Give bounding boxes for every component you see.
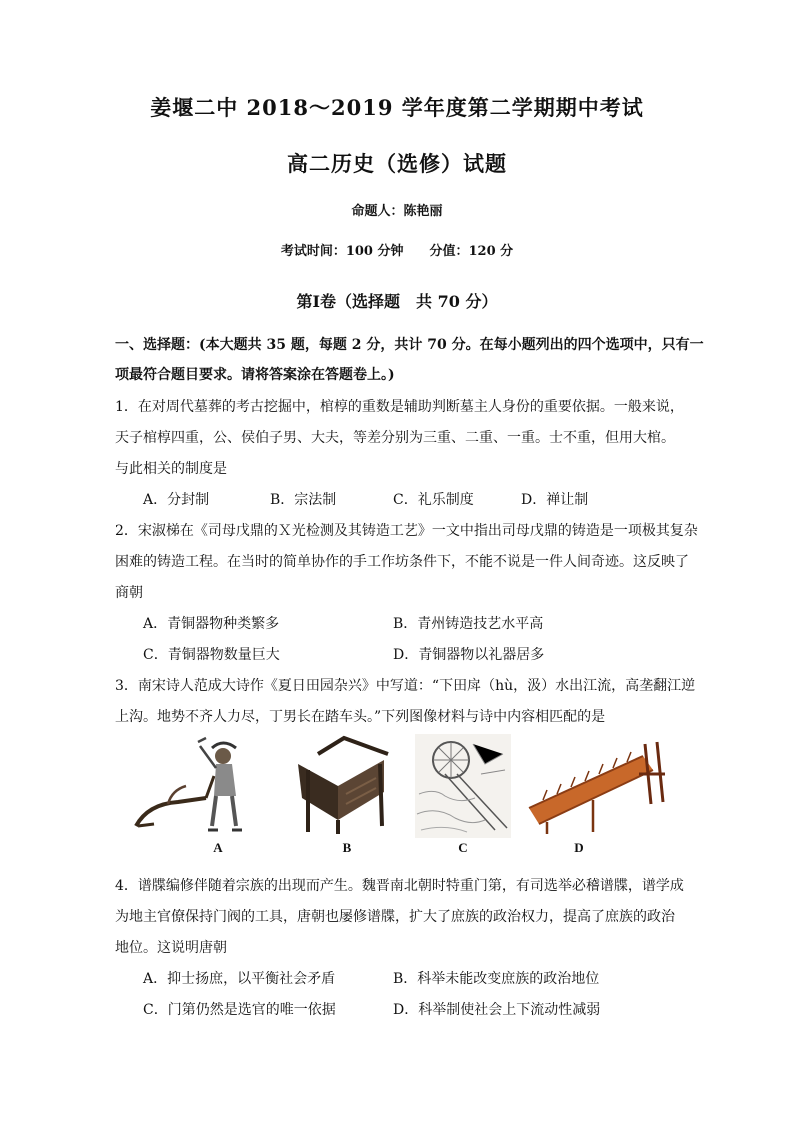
q4-text-line2: 为地主官僚保持门阀的工具，唐朝也屡修谱牒，扩大了庶族的政治权力，提高了庶族的政治 <box>115 909 675 925</box>
figure-b-tool <box>288 734 398 838</box>
q1-option-c: C．礼乐制度 <box>393 492 474 508</box>
q2-text-line2: 困难的铸造工程。在当时的简单协作的手工作坊条件下，不能不说是一件人间奇迹。这反映了 <box>115 554 689 570</box>
figure-label-d: D <box>574 840 584 855</box>
section-instructions-line2: 项最符合题目要求。请将答案涂在答题卷上。) <box>115 367 395 383</box>
section-instructions-line1: 一、选择题：(本大题共 35 题，每题 2 分，共计 70 分。在每小题列出的四个选项中，只有一 <box>115 337 704 353</box>
q2-option-d: D．青铜器物以礼器居多 <box>393 647 545 663</box>
q4-option-d: D．科举制使社会上下流动性减弱 <box>393 1002 601 1018</box>
q1-text-line2: 天子棺椁四重，公、侯伯子男、大夫，等差分别为三重、二重、一重。士不重，但用大棺。 <box>115 430 675 446</box>
figure-c-waterwheel <box>415 734 511 838</box>
part-heading: 第Ⅰ卷（选择题 共 70 分） <box>296 292 498 311</box>
exam-time: 考试时间：100 分钟 <box>280 244 404 259</box>
q3-figures <box>128 734 668 864</box>
figure-label-c: C <box>458 840 468 855</box>
exam-subtitle: 高二历史（选修）试题 <box>287 151 507 176</box>
q2-text-line3: 商朝 <box>115 585 143 601</box>
q1-text-line1: 1．在对周代墓葬的考古挖掘中，棺椁的重数是辅助判断墓主人身份的重要依据。一般来说， <box>115 399 684 415</box>
q2-text-line1: 2．宋淑梯在《司母戊鼎的Ｘ光检测及其铸造工艺》一文中指出司母戊鼎的铸造是一项极其复杂 <box>115 523 698 539</box>
q1-option-b: B．宗法制 <box>270 492 337 508</box>
q3-text-line1: 3．南宋诗人范成大诗作《夏日田园杂兴》中写道：“下田戽（hù，汲）水出江流，高垄翻江逆 <box>115 678 696 694</box>
exam-info <box>0 240 794 259</box>
q4-option-b: B．科举未能改变庶族的政治地位 <box>393 971 600 987</box>
figure-label-b: B <box>342 840 352 855</box>
q4-text-line1: 4．谱牒编修伴随着宗族的出现而产生。魏晋南北朝时特重门第，有司选举必稽谱牒，谱学成 <box>115 878 684 894</box>
figure-a-plough <box>128 734 248 838</box>
q2-option-a: A．青铜器物种类繁多 <box>143 616 280 632</box>
q4-option-a: A．抑士扬庶，以平衡社会矛盾 <box>143 971 336 987</box>
figure-d-waterpump <box>523 734 668 838</box>
q2-option-c: C．青铜器物数量巨大 <box>143 647 280 663</box>
exam-author: 命题人：陈艳丽 <box>351 204 443 219</box>
exam-score: 分值：120 分 <box>429 244 514 259</box>
q4-text-line3: 地位。这说明唐朝 <box>115 940 227 956</box>
q1-option-d: D．禅让制 <box>521 492 589 508</box>
q3-text-line2: 上沟。地势不齐人力尽，丁男长在踏车头。”下列图像材料与诗中内容相匹配的是 <box>115 709 606 725</box>
figure-label-a: A <box>213 840 223 855</box>
q1-text-line3: 与此相关的制度是 <box>115 461 227 477</box>
q1-option-a: A．分封制 <box>143 492 210 508</box>
q2-option-b: B．青州铸造技艺水平高 <box>393 616 544 632</box>
exam-title: 姜堰二中 2018～2019 学年度第二学期期中考试 <box>150 95 644 120</box>
q4-option-c: C．门第仍然是选官的唯一依据 <box>143 1002 336 1018</box>
